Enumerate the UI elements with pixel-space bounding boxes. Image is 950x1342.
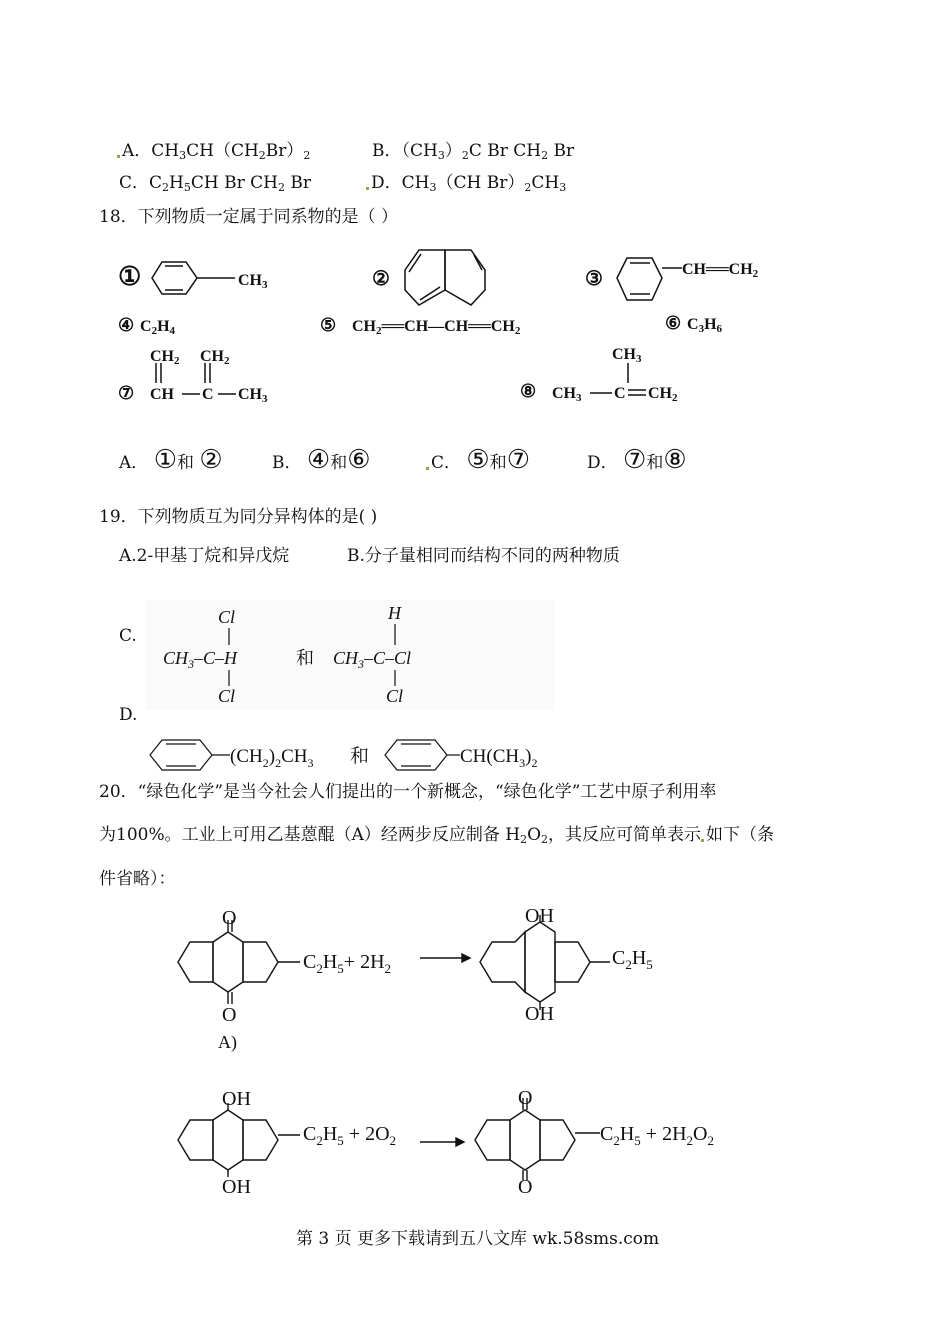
svg-text:O: O <box>518 1176 533 1198</box>
q19-option-d-label: D. <box>119 705 138 725</box>
q17-option-d: D．$CH_3(CH$ $Br)_2CH_3$ <box>366 173 566 194</box>
label-7: ⑦ <box>118 383 135 403</box>
label-8: ⑧ <box>520 381 537 401</box>
label-5: ⑤ <box>320 315 337 335</box>
svg-text:CH══CH2: CH══CH2 <box>682 261 759 280</box>
q20-line1: 20．“绿色化学”是当今社会人们提出的一个新概念，“绿色化学”工艺中原子利用率 <box>99 782 717 802</box>
q19-option-c-label: C. <box>119 626 137 646</box>
svg-text:Cl: Cl <box>386 686 404 706</box>
svg-text:CH2: CH2 <box>150 348 180 367</box>
svg-text:O: O <box>518 1087 533 1109</box>
svg-text:C: C <box>202 386 214 403</box>
svg-text:CH3: CH3 <box>238 386 268 405</box>
svg-text:H: H <box>388 603 401 623</box>
svg-text:CH2══CH—CH══CH2: CH2══CH—CH══CH2 <box>352 318 521 337</box>
svg-text:OH: OH <box>525 1003 554 1025</box>
svg-text:(CH2)2CH3: $(CH_2)_2CH_3$ <box>230 746 314 770</box>
q17-option-b: B．$(CH_3)_2C$ Br $CH_2$ Br <box>372 141 575 162</box>
svg-text:和: 和 <box>296 648 314 668</box>
svg-text:CH(CH3)2: $CH(CH_3)_2$ <box>460 746 538 770</box>
q20-line3: 件省略）： <box>99 869 176 889</box>
svg-text:OH: OH <box>525 905 554 927</box>
svg-text:OH: OH <box>222 1088 251 1110</box>
svg-text:CH: CH <box>150 386 174 403</box>
svg-text:C2H5 + 2H2O2: $C_2H_5 + 2H_2O_2$ <box>600 1123 714 1148</box>
q20-line2: 为100%。工业上可用乙基蒽醌（A）经两步反应制备 $H_2O_2$，其反应可简单表示 如下（条 <box>99 825 775 846</box>
svg-text:C: C <box>614 385 626 402</box>
q18-question: 18．下列物质一定属于同系物的是（ ） <box>99 207 399 227</box>
q19-option-a: A.2-甲基丁烷和异戊烷 <box>119 546 290 566</box>
svg-text:O: O <box>222 907 237 929</box>
svg-text:C2H4: C2H4 <box>140 318 176 337</box>
q17-option-c: C．$C_2H_5CH$ Br $CH_2$ Br <box>119 173 311 194</box>
svg-text:CH3–C–Cl: $CH_3-C-Cl$ <box>333 648 412 671</box>
svg-text:C2H5 + 2O2: $C_2H_5 + 2O_2$ <box>303 1123 397 1148</box>
svg-text:CH3: CH3 <box>612 346 642 365</box>
label-1: ① <box>118 262 142 291</box>
svg-text:C2H5+ 2H2: $C_2H_5+ 2H_2$ <box>303 951 392 976</box>
q19-option-b: B.分子量相同而结构不同的两种物质 <box>347 546 620 566</box>
svg-text:CH2: CH2 <box>648 385 678 404</box>
svg-text:C2H5: $C_2H_5$ <box>612 947 653 972</box>
page-footer: 第 3 页 更多下载请到五八文库 wk.58sms.com <box>296 1229 660 1249</box>
svg-text:O: O <box>222 1004 237 1026</box>
label-2: ② <box>372 268 390 290</box>
svg-text:Cl: Cl <box>218 686 236 706</box>
svg-text:C3H6: C3H6 <box>687 316 723 335</box>
label-3: ③ <box>585 268 603 290</box>
label-6: ⑥ <box>665 313 682 333</box>
svg-text:和: 和 <box>350 746 370 767</box>
q18-option-c: C． ⑤和⑦ <box>426 445 530 476</box>
q18-option-a: A． ①和 ② <box>119 445 223 475</box>
svg-text:CH2: CH2 <box>200 348 230 367</box>
svg-text:CH3: CH3 <box>552 385 582 404</box>
svg-text:Cl: Cl <box>218 607 236 627</box>
svg-text:CH3: CH3 <box>238 272 268 291</box>
svg-text:OH: OH <box>222 1176 251 1198</box>
svg-text:CH3–C–H: $CH_3-C-H$ <box>163 648 238 671</box>
svg-text:A): A) <box>218 1032 237 1052</box>
label-4: ④ <box>118 315 135 335</box>
q19-question: 19．下列物质互为同分异构体的是( ) <box>99 507 378 527</box>
q17-option-a: A．$CH_3CH(CH_2Br)_2$ <box>117 141 310 162</box>
q18-option-d: D． ⑦和⑧ <box>587 445 687 475</box>
q18-option-b: B． ④和⑥ <box>272 445 371 475</box>
